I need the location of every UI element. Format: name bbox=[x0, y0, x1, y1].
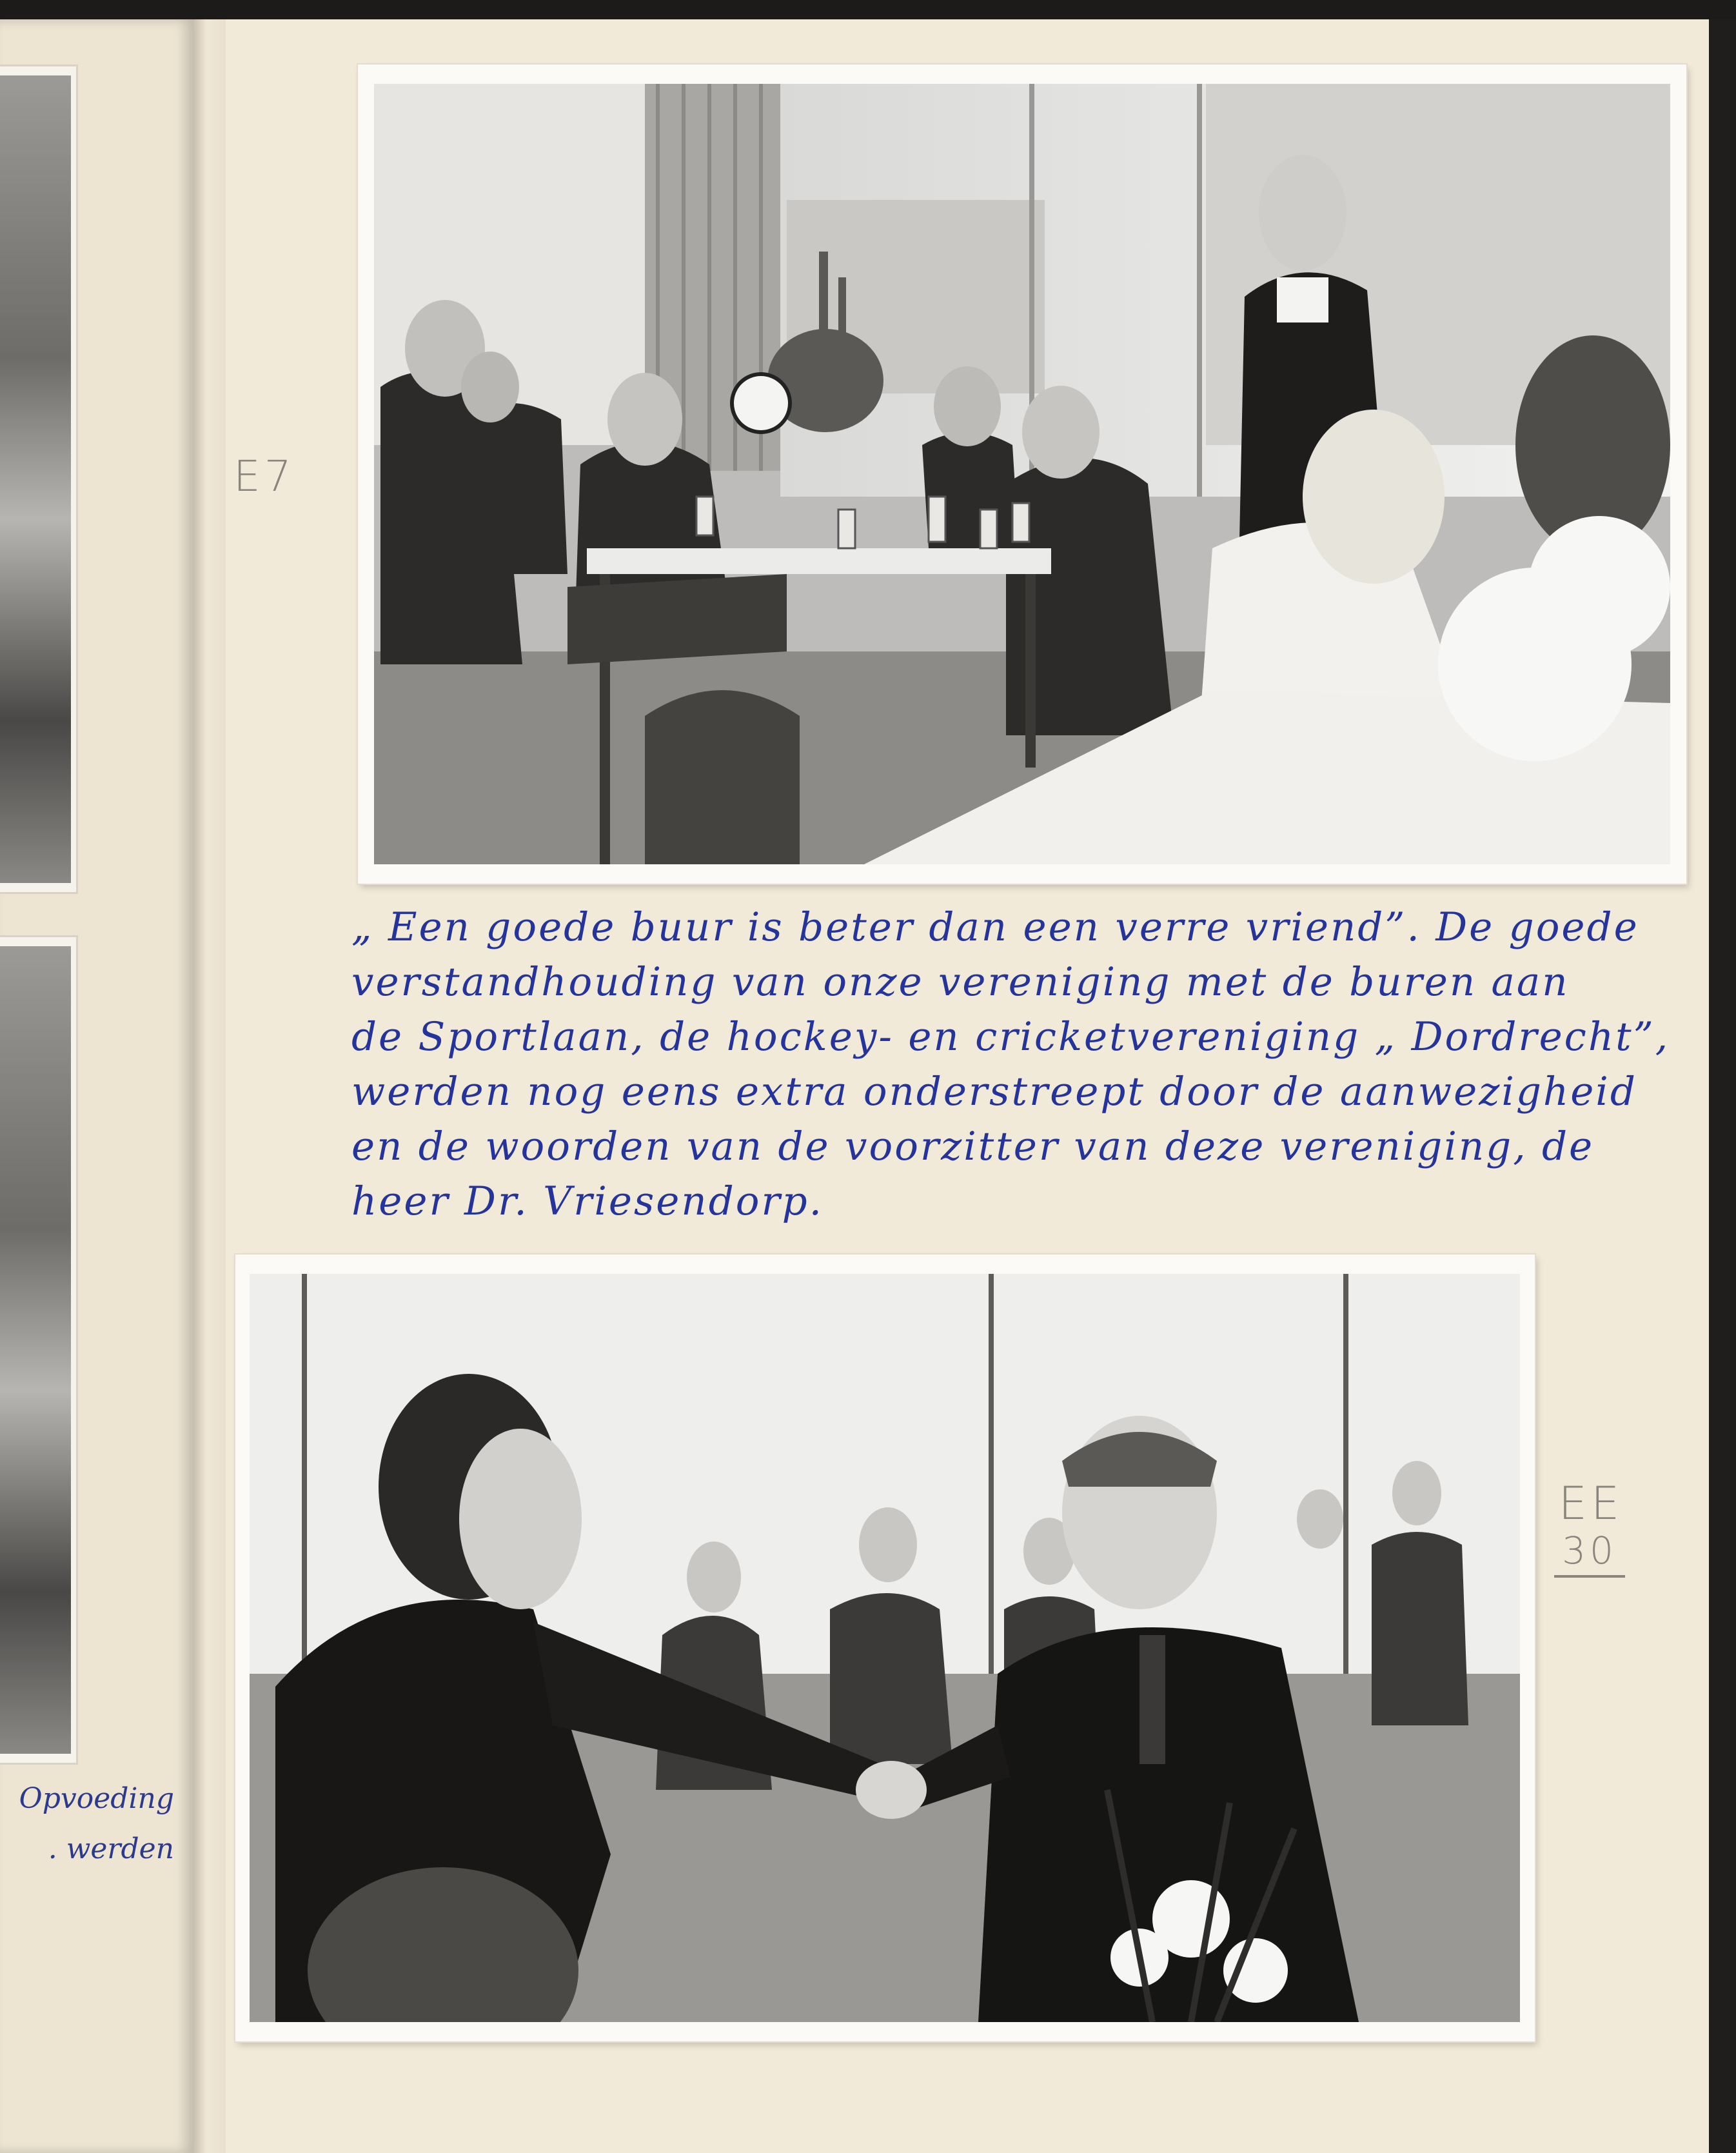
caption-line: werden nog eens extra onderstreept door de aanwezigheid bbox=[351, 1069, 1637, 1115]
left-photo-bottom bbox=[0, 935, 78, 1765]
meeting-room-speech-photo bbox=[374, 84, 1670, 864]
left-caption-line: Opvoeding bbox=[19, 1782, 174, 1815]
left-page-caption bbox=[0, 1774, 174, 1877]
pencil-label-top: E7 bbox=[233, 451, 295, 501]
album-cover-edge bbox=[0, 0, 1736, 19]
pencil-page-number: 30 bbox=[1554, 1529, 1625, 1578]
pencil-label-bottom: EE bbox=[1558, 1477, 1624, 1530]
left-caption-line: . werden bbox=[48, 1832, 174, 1865]
handshake-photo bbox=[250, 1274, 1520, 2022]
left-album-page bbox=[0, 19, 193, 2153]
photo-mount-bottom bbox=[235, 1255, 1535, 2041]
caption-line: „ Een goede buur is beter dan een verre vriend”. De goede bbox=[351, 904, 1639, 950]
caption-line: verstandhouding van onze vereniging met de buren aan bbox=[351, 959, 1570, 1005]
caption-line: en de woorden van de voorzitter van deze vereniging, de bbox=[351, 1124, 1595, 1169]
caption-line: de Sportlaan, de hockey- en cricketvereniging „ Dordrecht”, bbox=[351, 1014, 1670, 1060]
left-photo-top bbox=[0, 64, 78, 894]
album-gutter bbox=[193, 19, 226, 2153]
album-cover-right-edge bbox=[1709, 19, 1736, 2153]
photo-mount-top bbox=[358, 64, 1686, 884]
handwritten-caption bbox=[351, 900, 1680, 1222]
caption-line: heer Dr. Vriesendorp. bbox=[351, 1178, 824, 1224]
